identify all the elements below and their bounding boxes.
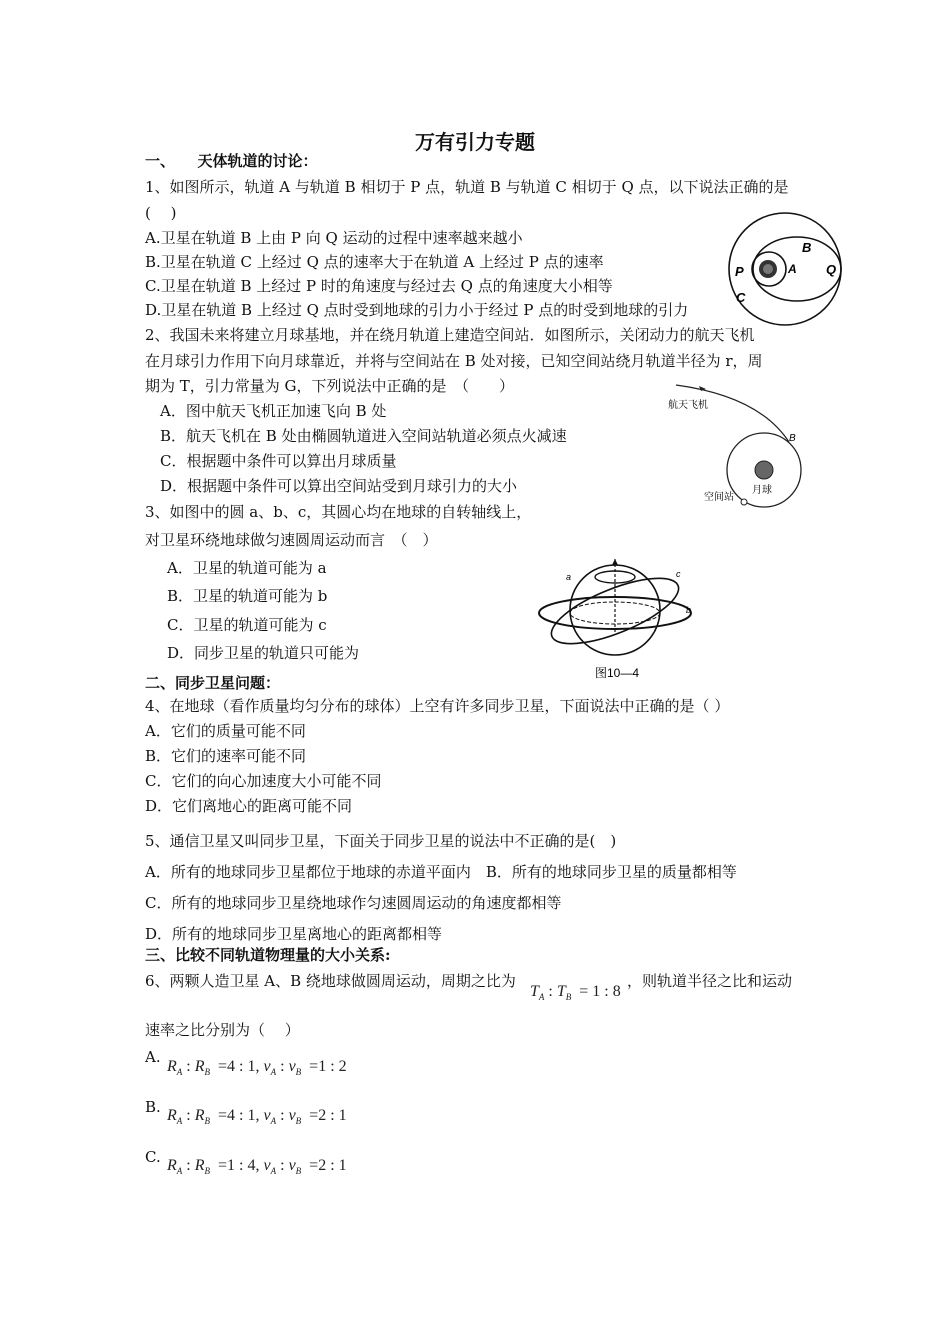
figure-caption: 图10—4 [595,666,640,680]
q1-option-c: C.卫星在轨道 B 上经过 P 时的角速度与经过去 Q 点的角速度大小相等 [145,277,613,295]
q1-option-a: A.卫星在轨道 B 上由 P 向 Q 运动的过程中速率越来越小 [145,229,523,247]
label-a: A [788,262,797,276]
q4-option-d: D．它们离地心的距离可能不同 [145,797,353,815]
q2-line-2: 在月球引力作用下向月球靠近，并将与空间站在 B 处对接，已知空间站绕月轨道半径为 r，周 [145,352,763,370]
q1-option-d: D.卫星在轨道 B 上经过 Q 点时受到地球的引力小于经过 P 点的时受到地球的引力 [145,301,689,319]
space-station [741,499,747,505]
q6-option-a-label: A. [145,1048,161,1066]
q4-option-b: B．它们的速率可能不同 [145,747,307,765]
q1-option-b: B.卫星在轨道 C 上经过 Q 点的速率大于在轨道 A 上经过 P 点的速率 [145,253,604,271]
q3-option-d: D．同步卫星的轨道只可能为 [167,644,360,662]
q6-option-b-label: B. [145,1098,161,1116]
section-2-heading: 二、同步卫星问题： [145,674,281,692]
label-a: a [566,572,572,582]
label-c: C [736,290,746,305]
orbit-c [729,213,841,325]
label-moon: 月球 [752,485,772,496]
label-b-point: B [789,433,796,444]
q6-option-c-formula: $R_A$ : $R_B =1$ : 4, $v_A$ : $v_B =2$ : 1 [167,1157,347,1177]
label-b: b [686,605,692,615]
q2-line-3: 期为 T，引力常量为 G，下列说法中正确的是 （ ） [145,377,515,395]
q5-option-c: C．所有的地球同步卫星绕地球作匀速圆周运动的角速度都相等 [145,894,562,912]
q1-paren: ( ) [145,204,177,222]
label-q: Q [826,262,837,277]
q6-option-b-formula: $R_A$ : $R_B =4$ : 1, $v_A$ : $v_B =2$ : 1 [167,1107,347,1127]
label-b: B [802,240,812,255]
q2-option-d: D．根据题中条件可以算出空间站受到月球引力的大小 [160,477,518,495]
q5-option-ab: A．所有的地球同步卫星都位于地球的赤道平面内 B．所有的地球同步卫星的质量都相等 [145,863,737,881]
q4-option-c: C．它们的向心加速度大小可能不同 [145,772,382,790]
q2-option-c: C．根据题中条件可以算出月球质量 [160,452,397,470]
q6-option-c-label: C. [145,1148,161,1166]
q6-option-a-formula: $R_A$ : $R_B =4$ : 1, $v_A$ : $v_B =1$ : 2 [167,1058,347,1078]
shuttle-diagram-q2 [668,380,818,515]
q3-line-1: 3、如图中的圆 a、b、c，其圆心均在地球的自转轴线上， [145,503,532,521]
label-shuttle: 航天飞机 [668,400,708,411]
q3-option-c: C．卫星的轨道可能为 c [167,616,327,634]
q2-option-a: A．图中航天飞机正加速飞向 B 处 [160,402,387,420]
q3-line-2: 对卫星环绕地球做匀速圆周运动而言 （ ） [145,531,438,549]
earth-orbits-diagram-q3 [535,555,700,683]
label-p: P [735,264,744,279]
q6-stem-tail: ，则轨道半径之比和运动 [627,972,793,990]
q2-option-b: B．航天飞机在 B 处由椭圆轨道进入空间站轨道必须点火减速 [160,427,567,445]
q2-line-1: 2、我国未来将建立月球基地，并在绕月轨道上建造空间站．如图所示，关闭动力的航天飞机 [145,326,755,344]
q4-stem: 4、在地球（看作质量均匀分布的球体）上空有许多同步卫星，下面说法中正确的是（ ） [145,697,730,715]
q6-period-ratio: $T_A$ : $T_B = 1$ : 8 [530,983,621,1003]
q1-stem: 1、如图所示，轨道 A 与轨道 B 相切于 P 点，轨道 B 与轨道 C 相切于 Q 点，以下说法正确的是 [145,178,789,196]
q3-option-b: B．卫星的轨道可能为 b [167,587,328,605]
orbit-diagram-q1 [722,210,852,328]
q5-stem: 5、通信卫星又叫同步卫星，下面关于同步卫星的说法中不正确的是( ) [145,832,617,850]
page-title: 万有引力专题 [415,130,535,154]
q6-line-2: 速率之比分别为（ ） [145,1021,300,1039]
label-station: 空间站 [704,492,734,503]
moon [755,461,773,479]
section-3-heading: 三、比较不同轨道物理量的大小关系: [145,946,391,964]
q6-stem: 6、两颗人造卫星 A、B 绕地球做圆周运动，周期之比为 [145,972,516,990]
q5-option-d: D．所有的地球同步卫星离地心的距离都相等 [145,925,443,943]
label-c: c [676,569,681,579]
section-1-heading: 一、 天体轨道的讨论： [145,152,318,170]
q4-option-a: A．它们的质量可能不同 [145,722,306,740]
q3-option-a: A．卫星的轨道可能为 a [167,559,327,577]
